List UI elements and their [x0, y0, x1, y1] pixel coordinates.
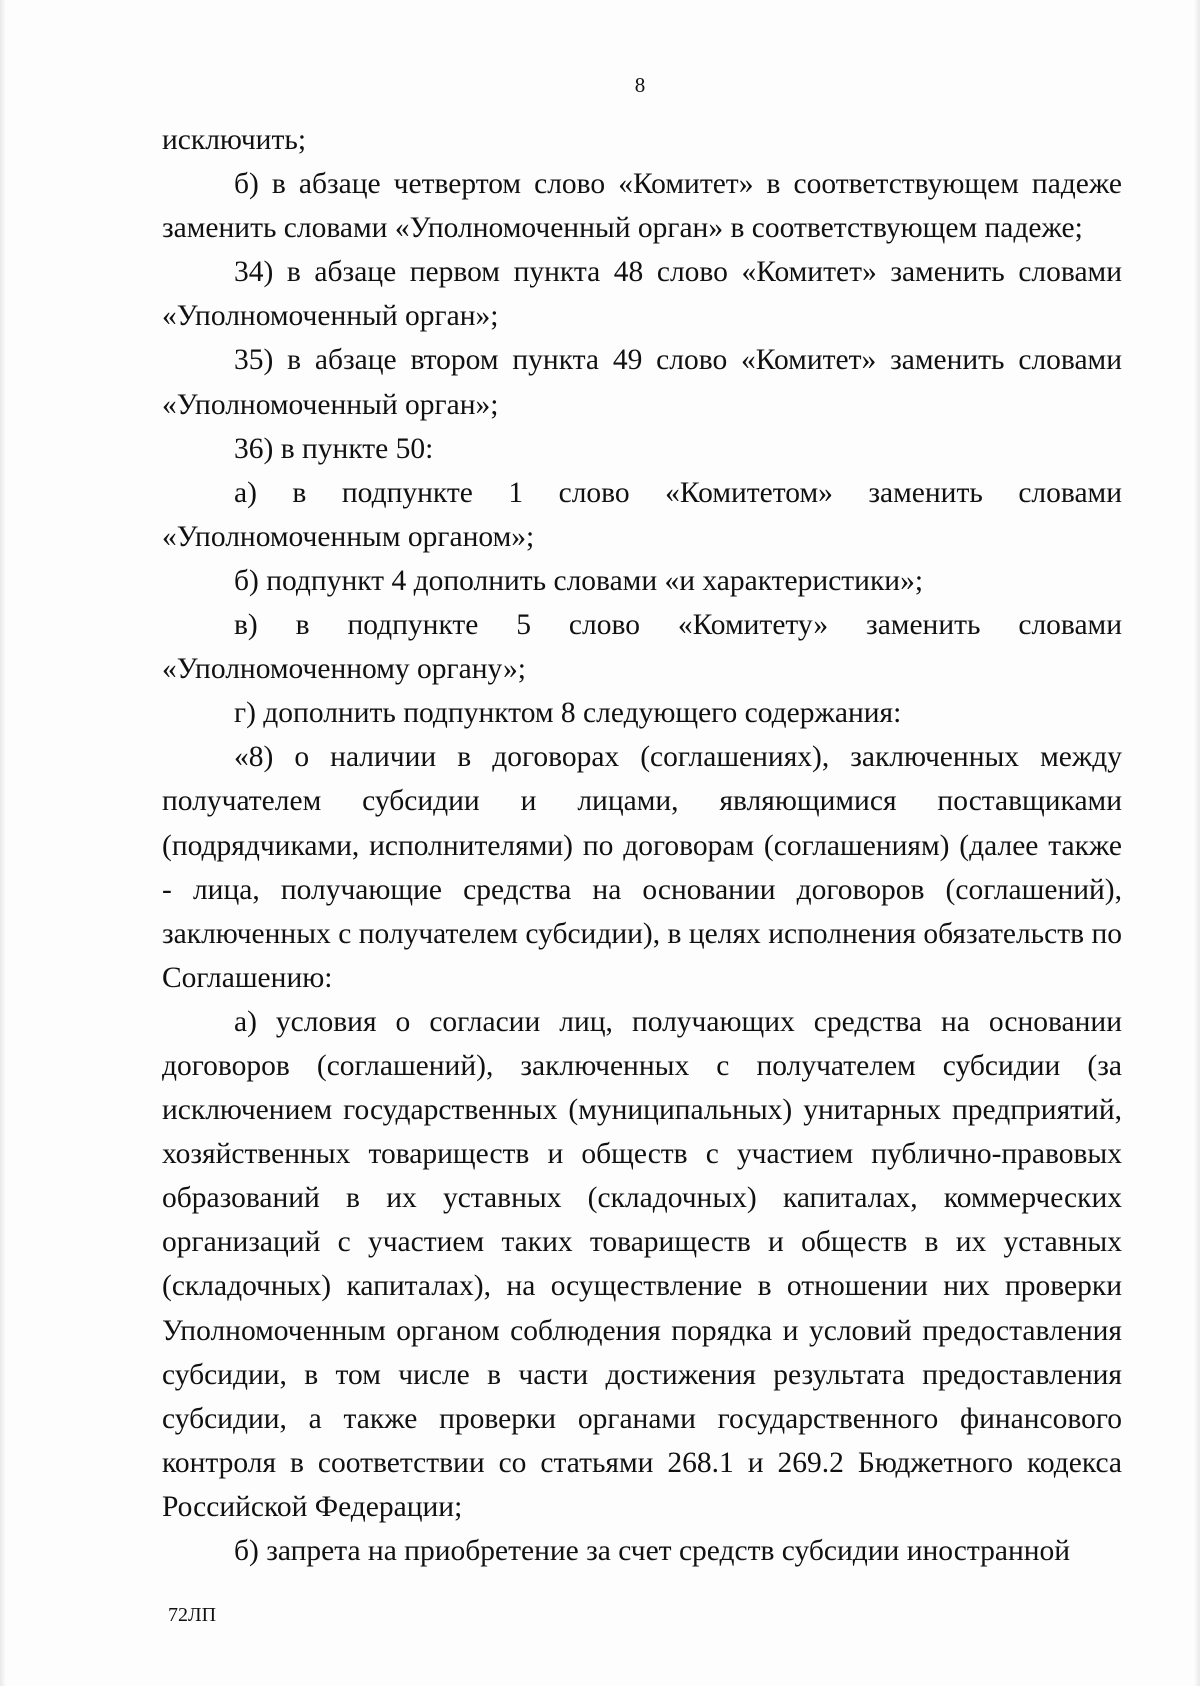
paragraph: б) подпункт 4 дополнить словами «и характеристики»;: [234, 564, 924, 597]
paragraph: б) запрета на приобретение за счет средств субсидии иностранной: [234, 1535, 1071, 1567]
document-code: 72ЛП: [168, 1604, 217, 1626]
paragraph: г) дополнить подпунктом 8 следующего содержания:: [234, 697, 902, 730]
scan-edge-left: [0, 0, 6, 1686]
paragraph: 34) в абзаце первом пункта 48 слово «Комитет» заменить словами «Уполномоченный орган»;: [162, 256, 1122, 333]
page-number: 8: [634, 73, 646, 97]
scan-edge-right: [1194, 0, 1200, 1686]
document-body: [162, 118, 1122, 1573]
paragraph: а) условия о согласии лиц, получающих средства на основании договоров (соглашений), заключенных с получателем субсидии (за исключением государственных (муниципальных) унитарных предприятий, хозяйственных товариществ и обществ с участием публично-правовых образований в их уставных (складочных) капиталах, коммерческих организаций с участием таких товариществ и обществ в их уставных (складочных) капиталах), на осуществление в отношении них проверки Уполномоченным органом соблюдения порядка и условий предоставления субсидии, в том числе в части достижения результата предоставления субсидии, а также проверки органами государственного финансового контроля в соответствии со статьями 268.1 и 269.2 Бюджетного кодекса Российской Федерации;: [162, 1005, 1122, 1523]
paragraph: в) в подпункте 5 слово «Комитету» заменить словами «Уполномоченному органу»;: [162, 609, 1122, 686]
paragraph: исключить;: [162, 124, 307, 156]
paragraph: 36) в пункте 50:: [234, 432, 434, 465]
paragraph: «8) о наличии в договорах (соглашениях), заключенных между получателем субсидии и лицами, являющимися поставщиками (подрядчиками, исполнителями) по договорам (соглашениям) (далее также - лица, получающие средства на основании договоров (соглашений), заключенных с получателем субсидии), в целях исполнения обязательств по Соглашению:: [162, 741, 1122, 994]
paragraph: 35) в абзаце втором пункта 49 слово «Комитет» заменить словами «Уполномоченный орган»;: [162, 344, 1122, 421]
paragraph: б) в абзаце четвертом слово «Комитет» в соответствующем падеже заменить словами «Уполномоченный орган» в соответствующем падеже;: [162, 168, 1122, 245]
paragraph: а) в подпункте 1 слово «Комитетом» заменить словами «Уполномоченным органом»;: [162, 476, 1122, 553]
